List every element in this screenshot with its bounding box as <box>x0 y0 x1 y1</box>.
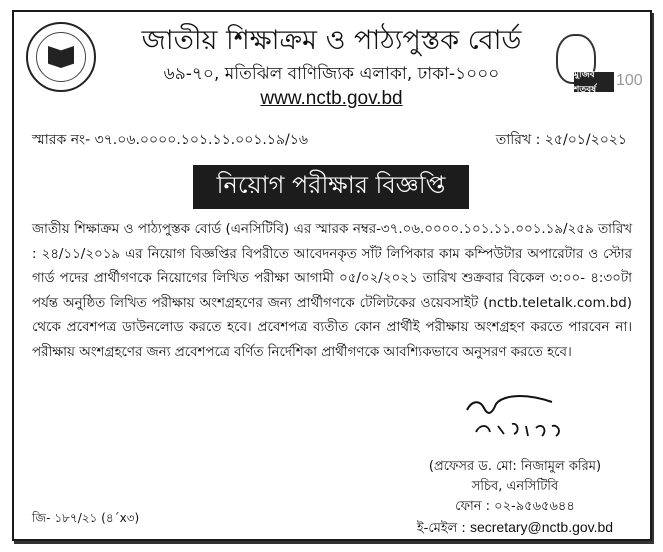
mujib-badge: মুজিব শতবর্ষ <box>574 72 614 92</box>
date-value: ২৫/০১/২০২১ <box>544 132 627 148</box>
notice-title-banner: নিয়োগ পরীক্ষার বিজ্ঞপ্তি <box>193 165 469 209</box>
website-link[interactable]: www.nctb.gov.bd <box>260 88 403 109</box>
notice-date <box>496 128 627 152</box>
memo-reference <box>32 128 308 152</box>
memo-number: ৩৭.০৬.০০০০.১০১.১১.০০১.১৯/১৬ <box>94 132 308 148</box>
signature-block <box>380 457 650 539</box>
signatory-designation: সচিব, এনসিটিবি <box>471 479 559 494</box>
mujib-100-number: 100 <box>616 72 643 89</box>
email-label: ই-মেইল : <box>416 521 466 536</box>
publication-code: জি- ১৮৭/২১ (৪´x৩) <box>32 511 140 525</box>
date-label: তারিখ : <box>495 132 541 148</box>
signatory-phone: ফোন : ০২-৯৫৬৫৬৪৪ <box>455 499 575 514</box>
memo-label: স্মারক নং- <box>32 132 91 148</box>
email-link[interactable]: secretary@nctb.gov.bd <box>469 519 614 535</box>
mujib-100-portrait-icon <box>548 30 643 102</box>
organization-name: জাতীয় শিক্ষাক্রম ও পাঠ্যপুস্তক বোর্ড <box>141 25 522 56</box>
signatory-name: (প্রফেসর ড. মো: নিজামুল করিম) <box>428 459 602 474</box>
organization-address: ৬৯-৭০, মতিঝিল বাণিজ্যিক এলাকা, ঢাকা-১০০০ <box>163 64 500 84</box>
signatory-email-line <box>380 517 650 539</box>
notice-body: জাতীয় শিক্ষাক্রম ও পাঠ্যপুস্তক বোর্ড (এনসিটিবি) এর স্মারক নম্বর-৩৭.০৬.০০০০.১০১.১১.০০১.১৯/২৫৯ তারিখ : ২৪/১১/২০১৯ এর নিয়োগ বিজ্ঞপ্তির বিপরীতে আবেদনকৃত সাঁট লিপিকার কাম কম্পিউটার অপারেটার ও স্টোর গার্ড পদের প্রার্থীগণকে নিয়োগের লিখিত পরীক্ষা আগামী ০৫/০২/২০২১ তারিখ শুক্রবার বিকেল ৩:০০- ৪:৩০টা পর্যন্ত অনুষ্ঠিত লিখিত পরীক্ষায় অংশগ্রহণের জন্য প্রার্থীগণকে টেলিটকের ওয়েবসাইট (nctb.teletalk.com.bd) থেকে প্রবেশপত্র ডাউনলোড করতে হবে। প্রবেশপত্র ব্যতীত কোন প্রার্থীই পরীক্ষায় অংশগ্রহণ করতে পারবেন না। পরীক্ষায় অংশগ্রহণের জন্য প্রবেশপত্রে বর্ণিত নির্দেশিকা প্রার্থীগণকে আবশ্যিকভাবে অনুসরণ করতে হবে। <box>32 222 632 360</box>
signature-scribble-icon <box>462 392 572 442</box>
